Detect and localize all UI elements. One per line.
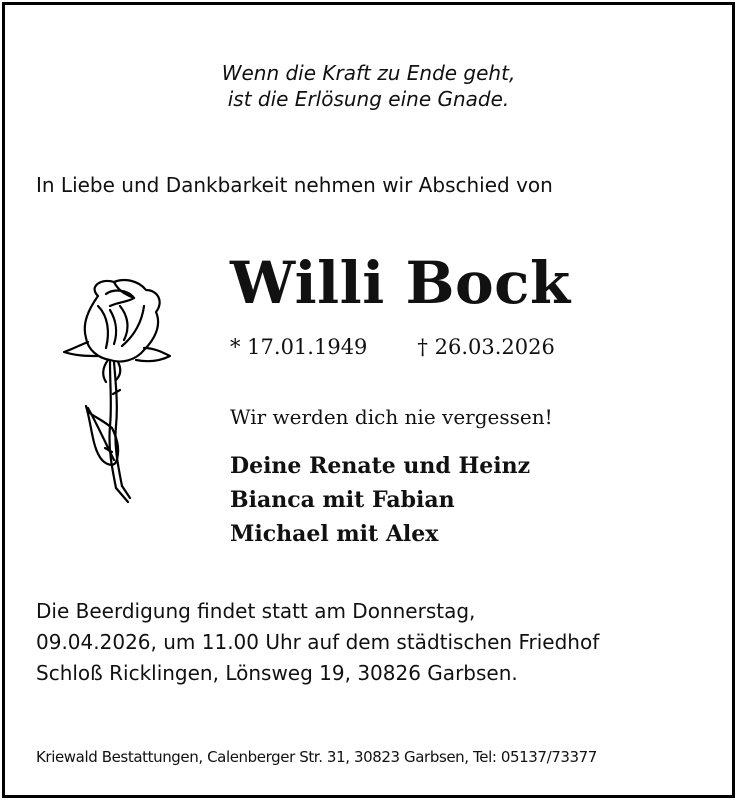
rose-icon <box>58 276 178 512</box>
quote-line-2: ist die Erlösung eine Gnade. <box>227 87 510 111</box>
mourner-line: Michael mit Alex <box>230 521 439 547</box>
mourner-line: Bianca mit Fabian <box>230 487 455 513</box>
funeral-line: 09.04.2026, um 11.00 Uhr auf dem städtischen Friedhof <box>36 630 600 654</box>
death-date: † 26.03.2026 <box>417 335 555 359</box>
life-dates <box>230 335 555 359</box>
funeral-line: Schloß Ricklingen, Lönsweg 19, 30826 Garbsen. <box>36 661 518 685</box>
deceased-name: Willi Bock <box>230 249 571 317</box>
intro-text: In Liebe und Dankbarkeit nehmen wir Abschied von <box>36 173 553 197</box>
mourner-line: Deine Renate und Heinz <box>230 453 531 479</box>
funeral-line: Die Beerdigung findet statt am Donnerstag, <box>36 599 476 623</box>
mourners-list <box>230 449 530 551</box>
undertaker-info: Kriewald Bestattungen, Calenberger Str. 31, 30823 Garbsen, Tel: 05137/73377 <box>36 748 597 766</box>
farewell-text: Wir werden dich nie vergessen! <box>230 405 553 429</box>
funeral-info <box>36 596 599 689</box>
birth-date: * 17.01.1949 <box>230 335 368 359</box>
quote-line-1: Wenn die Kraft zu Ende geht, <box>221 61 516 85</box>
